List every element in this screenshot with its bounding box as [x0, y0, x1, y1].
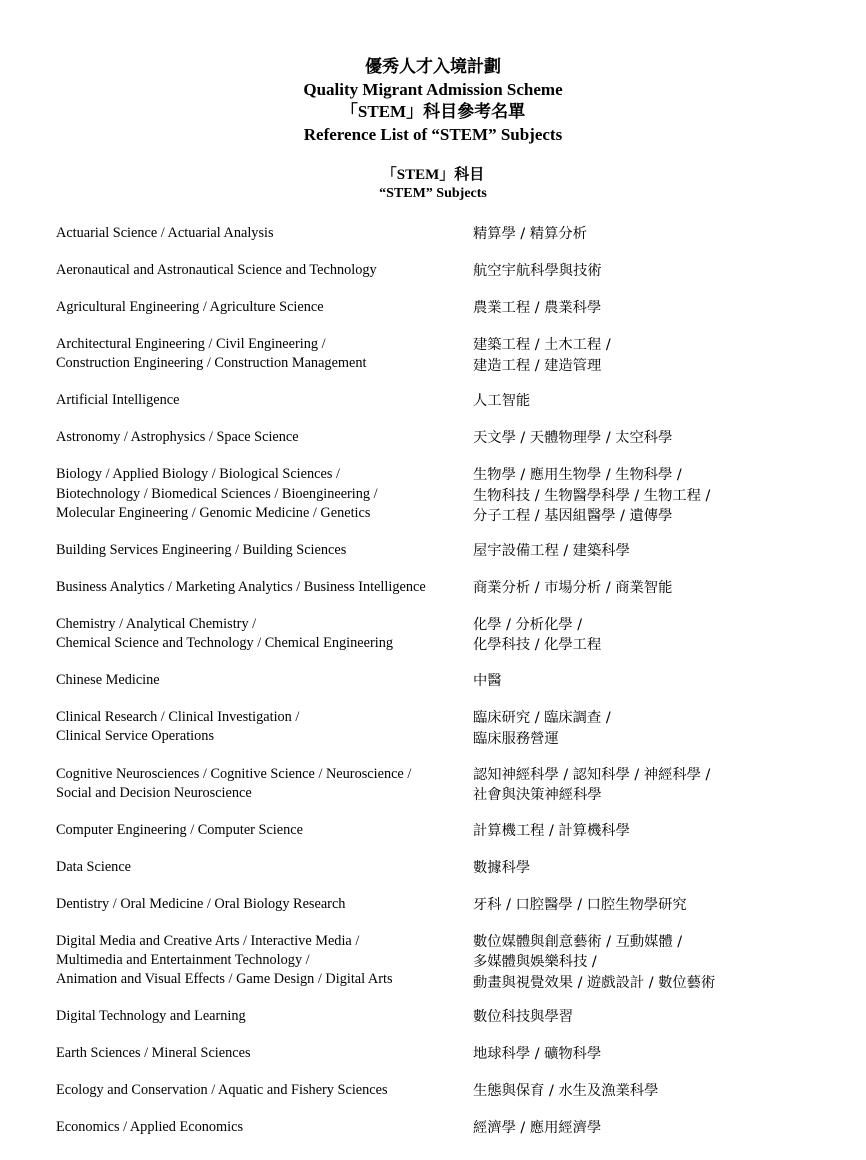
- subject-zh: [473, 615, 853, 656]
- subject-zh: [473, 1007, 853, 1028]
- subject-zh: [473, 858, 853, 879]
- subject-en-line: Agricultural Engineering / Agriculture Science: [56, 299, 324, 315]
- subject-zh: [473, 1118, 853, 1139]
- subject-en-line: Digital Technology and Learning: [56, 1008, 246, 1025]
- subject-zh-line: 經濟學 / 應用經濟學: [473, 1120, 602, 1137]
- subject-en-line: Animation and Visual Effects / Game Design / Digital Arts: [56, 971, 393, 988]
- subject-en-line: Data Science: [56, 858, 132, 875]
- subject-en: [56, 1044, 461, 1063]
- subject-en: [56, 578, 461, 597]
- subject-zh-line: 中醫: [473, 673, 502, 690]
- subject-en: [56, 821, 461, 840]
- subject-zh-line: 生物學 / 應用生物學 / 生物科學 /: [473, 467, 682, 484]
- subject-zh-line: 建築工程 / 土木工程 /: [473, 337, 611, 353]
- subject-en: [56, 765, 461, 804]
- section-heading: [0, 165, 866, 203]
- subject-zh-line: 數位科技與學習: [473, 1009, 574, 1026]
- subject-zh-line: 農業工程 / 農業科學: [473, 300, 602, 316]
- subject-zh: [473, 932, 853, 994]
- subject-en: [56, 932, 461, 990]
- subject-zh: [473, 261, 853, 282]
- subject-zh-line: 臨床研究 / 臨床調查 /: [473, 710, 611, 727]
- subject-zh-line: 人工智能: [473, 393, 531, 410]
- subject-zh-line: 商業分析 / 市場分析 / 商業智能: [473, 579, 673, 596]
- subject-en-line: Computer Engineering / Computer Science: [56, 821, 303, 838]
- subject-en: [56, 298, 461, 317]
- subject-en-line: Dentistry / Oral Medicine / Oral Biology Research: [56, 895, 346, 912]
- subject-en: [56, 895, 461, 914]
- subject-zh: [473, 541, 853, 562]
- subject-en-line: Aeronautical and Astronautical Science and Technology: [56, 262, 377, 278]
- subject-en-line: Clinical Research / Clinical Investigation /: [56, 709, 300, 726]
- subject-zh: [473, 224, 853, 245]
- subject-zh: [473, 1044, 853, 1065]
- subject-en: [56, 428, 461, 447]
- subject-zh-line: 計算機工程 / 計算機科學: [473, 822, 630, 839]
- subject-zh: [473, 895, 853, 916]
- subject-en-line: Earth Sciences / Mineral Sciences: [56, 1045, 251, 1062]
- subject-en: [56, 224, 461, 243]
- section-heading-zh: 「STEM」科目: [381, 167, 485, 183]
- subject-en: [56, 671, 461, 690]
- subject-en: [56, 541, 461, 560]
- subject-zh-line: 動畫與視覺效果 / 遊戲設計 / 數位藝術: [473, 974, 716, 991]
- subject-en-line: Digital Media and Creative Arts / Interactive Media /: [56, 932, 360, 949]
- subject-zh-line: 牙科 / 口腔醫學 / 口腔生物學研究: [473, 896, 687, 913]
- subject-zh-line: 地球科學 / 礦物科學: [473, 1046, 602, 1063]
- subject-zh-line: 臨床服務營運: [473, 730, 559, 747]
- subject-zh: [473, 821, 853, 842]
- subject-en: [56, 465, 461, 523]
- subject-en-line: Business Analytics / Marketing Analytics / Business Intelligence: [56, 578, 426, 595]
- subject-zh-line: 化學 / 分析化學 /: [473, 616, 583, 633]
- subject-en-line: Artificial Intelligence: [56, 392, 180, 409]
- subject-en: [56, 1081, 461, 1100]
- subject-en: [56, 708, 461, 747]
- subject-zh-line: 數位媒體與創意藝術 / 互動媒體 /: [473, 933, 683, 950]
- subject-en-line: Architectural Engineering / Civil Engineering /: [56, 336, 326, 352]
- subject-zh: [473, 1081, 853, 1102]
- subject-en: [56, 335, 461, 374]
- subject-en-line: Economics / Applied Economics: [56, 1119, 244, 1136]
- subject-zh-line: 精算學 / 精算分析: [473, 226, 587, 242]
- subject-zh: [473, 298, 853, 319]
- subject-zh-line: 建造工程 / 建造管理: [473, 357, 602, 374]
- subject-zh: [473, 708, 853, 749]
- subject-en-line: Construction Engineering / Construction Management: [56, 355, 367, 372]
- subject-en: [56, 858, 461, 877]
- subject-en-line: Chemistry / Analytical Chemistry /: [56, 615, 257, 632]
- subject-en: [56, 261, 461, 280]
- subject-zh-line: 分子工程 / 基因組醫學 / 遺傳學: [473, 508, 673, 525]
- subject-en: [56, 615, 461, 654]
- subject-zh-line: 數據科學: [473, 859, 531, 876]
- subject-zh-line: 社會與決策神經科學: [473, 787, 602, 803]
- subject-zh-line: 天文學 / 天體物理學 / 太空科學: [473, 430, 673, 447]
- subject-en: [56, 1118, 461, 1137]
- subject-zh-line: 屋宇設備工程 / 建築科學: [473, 542, 630, 559]
- subject-zh: [473, 391, 853, 412]
- subject-zh-line: 多媒體與娛樂科技 /: [473, 954, 597, 971]
- subject-en-line: Actuarial Science / Actuarial Analysis: [56, 225, 274, 241]
- subject-en-line: Biotechnology / Biomedical Sciences / Bioengineering /: [56, 485, 378, 502]
- subject-zh: [473, 671, 853, 692]
- subject-zh-line: 化學科技 / 化學工程: [473, 637, 602, 654]
- subject-zh-line: 認知神經科學 / 認知科學 / 神經科學 /: [473, 766, 711, 783]
- document-header: [0, 56, 866, 146]
- list-title-en: Reference List of “STEM” Subjects: [303, 124, 563, 144]
- subject-en-line: Astronomy / Astrophysics / Space Science: [56, 429, 299, 446]
- subject-zh: [473, 578, 853, 599]
- title-zh: 優秀人才入境計劃: [365, 57, 501, 76]
- subject-zh: [473, 335, 853, 376]
- subject-en-line: Cognitive Neurosciences / Cognitive Science / Neuroscience /: [56, 765, 412, 782]
- subject-en-line: Molecular Engineering / Genomic Medicine / Genetics: [56, 504, 371, 521]
- subject-en: [56, 1007, 461, 1026]
- subject-en: [56, 391, 461, 410]
- subject-en-line: Ecology and Conservation / Aquatic and Fishery Sciences: [56, 1082, 388, 1099]
- subject-zh-line: 生態與保育 / 水生及漁業科學: [473, 1083, 659, 1100]
- title-en: Quality Migrant Admission Scheme: [303, 79, 563, 99]
- subject-en-line: Biology / Applied Biology / Biological Sciences /: [56, 466, 340, 483]
- subject-en-line: Chemical Science and Technology / Chemical Engineering: [56, 635, 393, 652]
- subject-en-line: Social and Decision Neuroscience: [56, 784, 252, 801]
- subject-en-line: Clinical Service Operations: [56, 728, 215, 745]
- subject-zh-line: 生物科技 / 生物醫學科學 / 生物工程 /: [473, 487, 711, 504]
- subject-zh: [473, 428, 853, 449]
- subject-en-line: Multimedia and Entertainment Technology /: [56, 952, 310, 969]
- subject-zh-line: 航空宇航科學與技術: [473, 263, 602, 279]
- list-title-zh: 「STEM」科目參考名單: [340, 102, 526, 121]
- subject-zh: [473, 465, 853, 527]
- section-heading-en: “STEM” Subjects: [379, 186, 487, 201]
- subject-zh: [473, 765, 853, 806]
- subject-en-line: Building Services Engineering / Building Sciences: [56, 541, 347, 558]
- subject-en-line: Chinese Medicine: [56, 672, 160, 689]
